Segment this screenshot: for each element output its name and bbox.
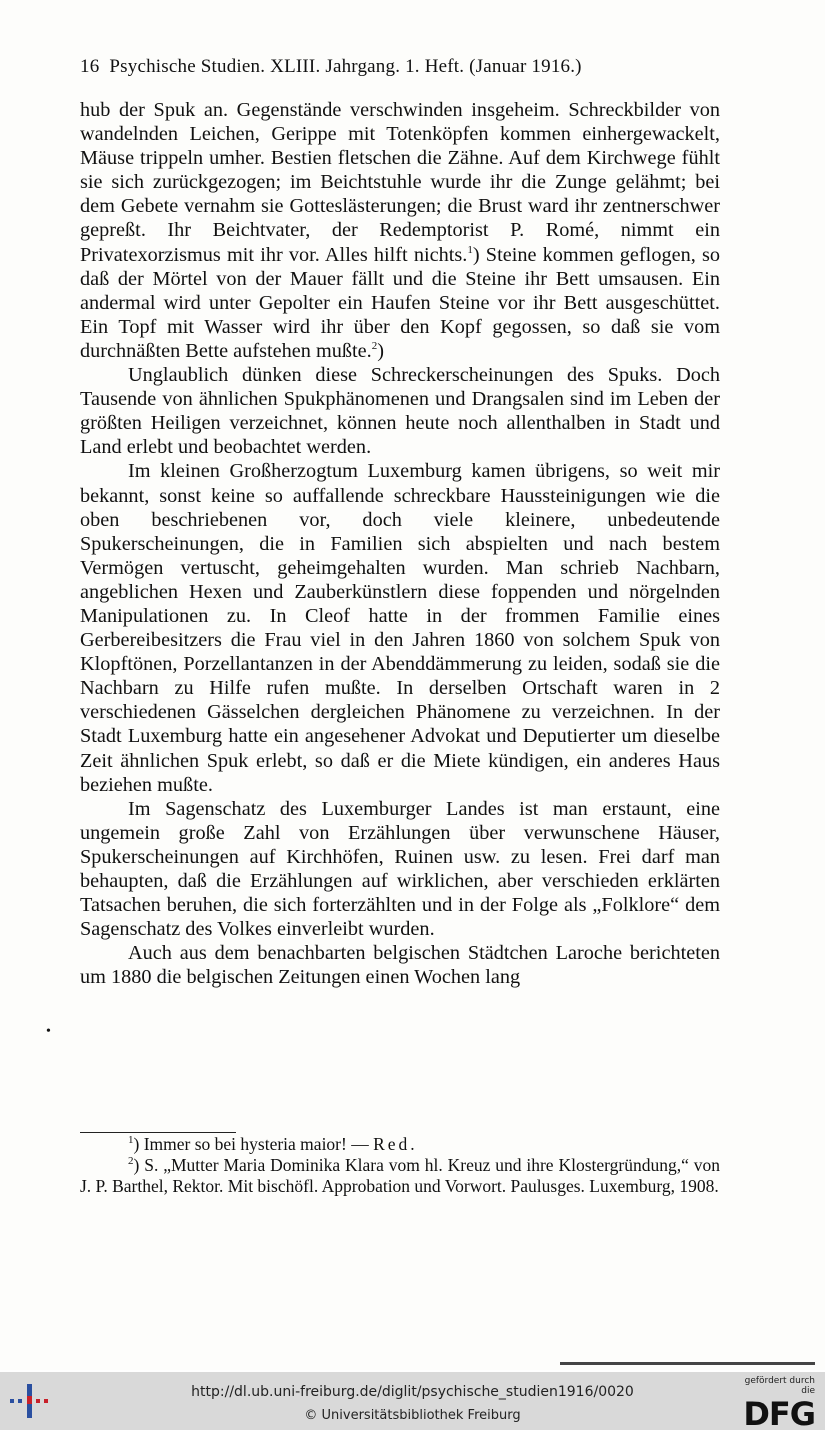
paragraph-1-continuation: Steine kommen geflogen, so daß der Mörtel von der Mauer fällt und die Steine ihr Bett umsausen. Ein andermal wird unter Gepolter ein Haufen Steine vor ihr Bett ausgeschüttet. Ein Topf mit Wasser wird ihr über den Kopf gegossen, so daß sie vom durchnäßten Bette aufstehen mußte. <box>80 243 721 362</box>
footnote-2-text: S. „Mutter Maria Dominika Klara vom hl. Kreuz und ihre Klostergründung,“ von J. P. Barthel, Rektor. Mit bischöfl. Approbation und Vorwort. Paulusges. Luxemburg, 1908. <box>80 1155 721 1196</box>
paragraph-1: hub der Spuk an. Gegenstände verschwinden insgeheim. Schreckbilder von wandelnden Leichen, Gerippe mit Totenköpfen kommen einhergewackelt, Mäuse trippeln umher. Bestien fletschen die Zähne. Auf dem Kirchwege fühlt sie sich zurückgezogen; im Beichtstuhle wurde ihr die Zunge gelähmt; bei dem Gebete vernahm sie Gotteslästerungen; die Brust ward ihr zentnerschwer gepreßt. Ihr Beichtvater, der Redemptorist P. Romé, nimmt ein Privatexorzismus mit ihr vor. Alles hilft nichts.$^1$) Steine kommen geflogen, so daß der Mörtel von der Mauer fällt und die Steine ihr Bett umsausen. Ein andermal wird unter Gepolter ein Haufen Steine vor ihr Bett ausgeschüttet. Ein Topf mit Wasser wird ihr über den Kopf gegossen, so daß sie vom durchnäßten Bette aufstehen mußte.$^2$) <box>80 99 721 362</box>
paragraph-1-text: hub der Spuk an. Gegenstände verschwinden insgeheim. Schreckbilder von wandelnden Leichen, Gerippe mit Totenköpfen kommen einhergewackelt, Mäuse trippeln umher. Bestien fletschen die Zähne. Auf dem Kirchwege fühlt sie sich zurückgezogen; im Beichtstuhle wurde ihr die Zunge gelähmt; bei dem Gebete vernahm sie Gotteslästerungen; die Brust ward ihr zentnerschwer gepreßt. Ihr Beichtvater, der Redemptorist P. Romé, nimmt ein Privatexorzismus mit ihr vor. Alles hilft nichts. <box>80 99 720 266</box>
margin-mark: • <box>46 1024 51 1039</box>
footnote-rule <box>80 1132 236 1133</box>
paragraph-3: Im kleinen Großherzogtum Luxemburg kamen übrigens, so weit mir bekannt, sonst keine so auffallende schreckbare Haussteinigungen wie die oben beschriebenen vor, doch viele kleinere, unbedeutende Spukerscheinungen, die in Familien sich abspielten und nach bestem Vermögen vertuscht, geheimgehalten wurden. Man schrieb Nachbarn, angeblichen Hexen und Zauberkünstlern diese foppenden und nörgelnden Manipulationen zu. In Cleof hatte in der frommen Familie eines Gerbereibesitzers die Frau viel in den Jahren 1860 von solchem Spuk von Klopftönen, Porzellantanzen in der Abenddämmerung zu leiden, sodaß sie die Nachbarn zu Hilfe rufen mußte. In derselben Ortschaft waren in 2 verschiedenen Gässelchen dergleichen Phänomene zu verzeichnen. In der Stadt Luxemburg hatte ein angesehener Advokat und Deputierter um dieselbe Zeit ähnlichen Spuk erlebt, so daß er die Miete kündigen, ein anderes Haus beziehen mußte. <box>80 460 720 796</box>
footnote-ref-1: 1 <box>467 243 473 256</box>
footnote-2-mark: 2 <box>128 1155 134 1168</box>
body-text <box>80 98 720 989</box>
dfg-wordmark: DFG <box>743 1395 815 1433</box>
paragraph-4: Im Sagenschatz des Luxemburger Landes ist man erstaunt, eine ungemein große Zahl von Erzählungen über verwunschene Häuser, Spukerscheinungen auf Kirchhöfen, Ruinen usw. zu lesen. Frei darf man behaupten, daß die Erzählungen auf wirklichen, aber verschieden erklärten Tatsachen beruhen, die sich forterzählten und in der Folge als „Folklore“ dem Sagenschatz des Volkes einverleibt wurden. <box>80 797 720 941</box>
footnote-ref-2: 2 <box>371 340 378 353</box>
dfg-caption: gefördert durch die <box>744 1376 815 1396</box>
footnotes <box>80 1134 720 1197</box>
source-url[interactable]: http://dl.ub.uni-freiburg.de/diglit/psychische_studien1916/0020 <box>191 1384 634 1400</box>
running-title: Psychische Studien. XLIII. Jahrgang. 1. Heft. (Januar 1916.) <box>109 56 582 77</box>
scan-edge-line <box>560 1362 815 1365</box>
footnote-1-text: Immer so bei hysteria maior! — <box>143 1134 369 1154</box>
page-number: 16 <box>80 56 100 77</box>
dfg-logo <box>729 1376 815 1433</box>
paragraph-5: Auch aus dem benachbarten belgischen Städtchen Laroche berichteten um 1880 die belgischen Zeitungen einen Wochen lang <box>80 942 720 989</box>
copyright: © Universitätsbibliothek Freiburg <box>304 1408 521 1423</box>
paragraph-2: Unglaublich dünken diese Schreckerscheinungen des Spuks. Doch Tausende von ähnlichen Spukphänomenen und Drangsalen sind im Leben der größten Heiligen verzeichnet, können heute noch allenthalben in Stadt und Land erlebt und beobachtet werden. <box>80 364 720 459</box>
footnote-1-mark: 1 <box>128 1134 134 1147</box>
footnote-1: $^1$) Immer so bei hysteria maior! — Red. <box>128 1134 418 1154</box>
running-header <box>80 56 720 78</box>
footnote-1-sign: Red. <box>373 1134 418 1154</box>
footnote-2: $^2$) S. „Mutter Maria Dominika Klara vom hl. Kreuz und ihre Klostergründung,“ von J. P. Barthel, Rektor. Mit bischöfl. Approbation und Vorwort. Paulusges. Luxemburg, 1908. <box>80 1155 721 1196</box>
viewer-footer <box>0 1372 825 1433</box>
